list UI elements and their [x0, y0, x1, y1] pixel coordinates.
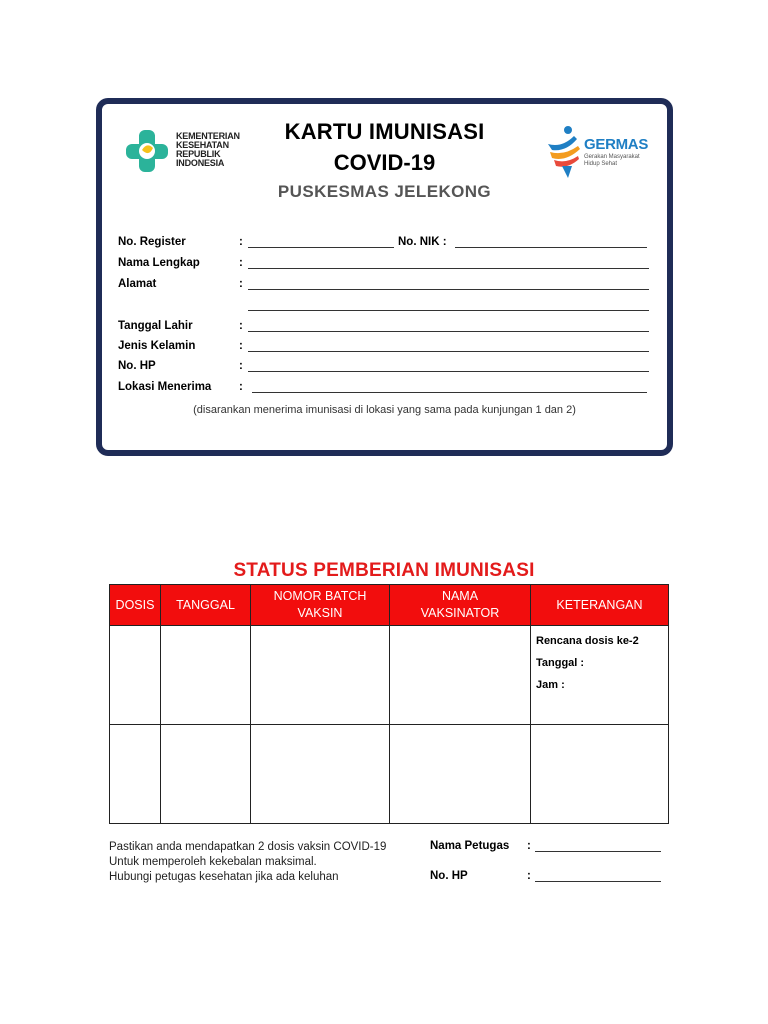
ministry-line: REPUBLIK — [176, 149, 221, 159]
footer-instructions — [109, 840, 386, 885]
tanggal-label: Tanggal : — [536, 657, 585, 669]
cell-vaksinator[interactable] — [390, 725, 531, 824]
footer-line: Untuk memperoleh kekebalan maksimal. — [109, 856, 317, 868]
header-nama-vaksinator: NAMA VAKSINATOR — [390, 585, 531, 626]
petugas-hp-label: No. HP — [430, 870, 468, 882]
cell-dosis[interactable] — [110, 725, 161, 824]
lokasi-label: Lokasi Menerima — [118, 381, 212, 393]
header-dosis: DOSIS — [110, 585, 161, 626]
nik-label: No. NIK : — [398, 236, 447, 248]
table-header-row — [110, 585, 669, 626]
header-tanggal: TANGGAL — [161, 585, 251, 626]
petugas-row: Nama Petugas : — [430, 840, 509, 852]
header-keterangan: KETERANGAN — [531, 585, 669, 626]
germas-wordmark: GERMAS — [584, 136, 649, 153]
immunization-card: KEMENTERIAN KESEHATAN REPUBLIK INDONESIA KARTU IMUNISASI COVID-19 PUSKESMAS JELEKONG GERMAS Gerakan Masyarakat Hidup Sehat No. Register : No. NIK : Nama Lengkap : Alamat : Tanggal Lahir : Jenis Kelamin : No. HP : Lokasi Menerima : (disarankan menerima imunisasi di lokasi yang sama pada kunjungan 1 dan 2) — [96, 98, 673, 456]
no-hp-label: No. HP — [118, 360, 156, 372]
jenis-kelamin-label: Jenis Kelamin — [118, 340, 196, 352]
card-title: KARTU IMUNISASI — [284, 119, 485, 144]
lokasi-field[interactable] — [252, 381, 647, 393]
nama-label: Nama Lengkap — [118, 257, 200, 269]
tanggal-lahir-label: Tanggal Lahir — [118, 320, 193, 332]
table-row — [110, 626, 669, 725]
tanggal-lahir-field[interactable] — [248, 320, 649, 332]
header-nomor-batch: NOMOR BATCH VAKSIN — [251, 585, 390, 626]
cell-tanggal[interactable] — [161, 626, 251, 725]
ministry-line: INDONESIA — [176, 158, 225, 168]
alamat-field[interactable] — [248, 278, 649, 290]
footer-line: Pastikan anda mendapatkan 2 dosis vaksin COVID-19 — [109, 841, 387, 853]
germas-figure-icon — [544, 122, 584, 180]
petugas-hp-field[interactable] — [535, 870, 661, 882]
jam-label: Jam : — [536, 679, 565, 691]
cell-tanggal[interactable] — [161, 725, 251, 824]
register-field[interactable] — [248, 236, 394, 248]
register-label: No. Register — [118, 236, 186, 248]
ministry-line: KEMENTERIAN — [176, 131, 240, 141]
location-note: (disarankan menerima imunisasi di lokasi yang sama pada kunjungan 1 dan 2) — [193, 404, 576, 416]
cell-batch[interactable] — [251, 626, 390, 725]
cell-dosis[interactable] — [110, 626, 161, 725]
footer-line: Hubungi petugas kesehatan jika ada keluhan — [109, 871, 339, 883]
cell-batch[interactable] — [251, 725, 390, 824]
petugas-field[interactable] — [535, 840, 661, 852]
table-row — [110, 725, 669, 824]
petugas-label: Nama Petugas — [430, 840, 510, 852]
rencana-label: Rencana dosis ke-2 — [536, 635, 639, 647]
puskesmas-name: PUSKESMAS JELEKONG — [277, 182, 492, 201]
status-title: STATUS PEMBERIAN IMUNISASI — [233, 560, 535, 581]
no-hp-field[interactable] — [248, 360, 649, 372]
alamat-label: Alamat — [118, 278, 157, 290]
germas-logo — [544, 122, 654, 180]
cell-keterangan[interactable] — [531, 626, 669, 725]
card-subtitle: COVID-19 — [333, 150, 436, 175]
nama-field[interactable] — [248, 257, 649, 269]
ministry-line: KESEHATAN — [176, 140, 229, 150]
jenis-kelamin-field[interactable] — [248, 340, 649, 352]
next-dose-plan — [531, 626, 668, 696]
cell-vaksinator[interactable] — [390, 626, 531, 725]
alamat-field-2[interactable] — [248, 299, 649, 311]
nik-field[interactable] — [455, 236, 647, 248]
germas-tagline: Gerakan Masyarakat Hidup Sehat — [584, 154, 640, 167]
cell-keterangan[interactable] — [531, 725, 669, 824]
petugas-hp-row: No. HP : — [430, 870, 468, 882]
immunization-status-table — [109, 584, 669, 824]
